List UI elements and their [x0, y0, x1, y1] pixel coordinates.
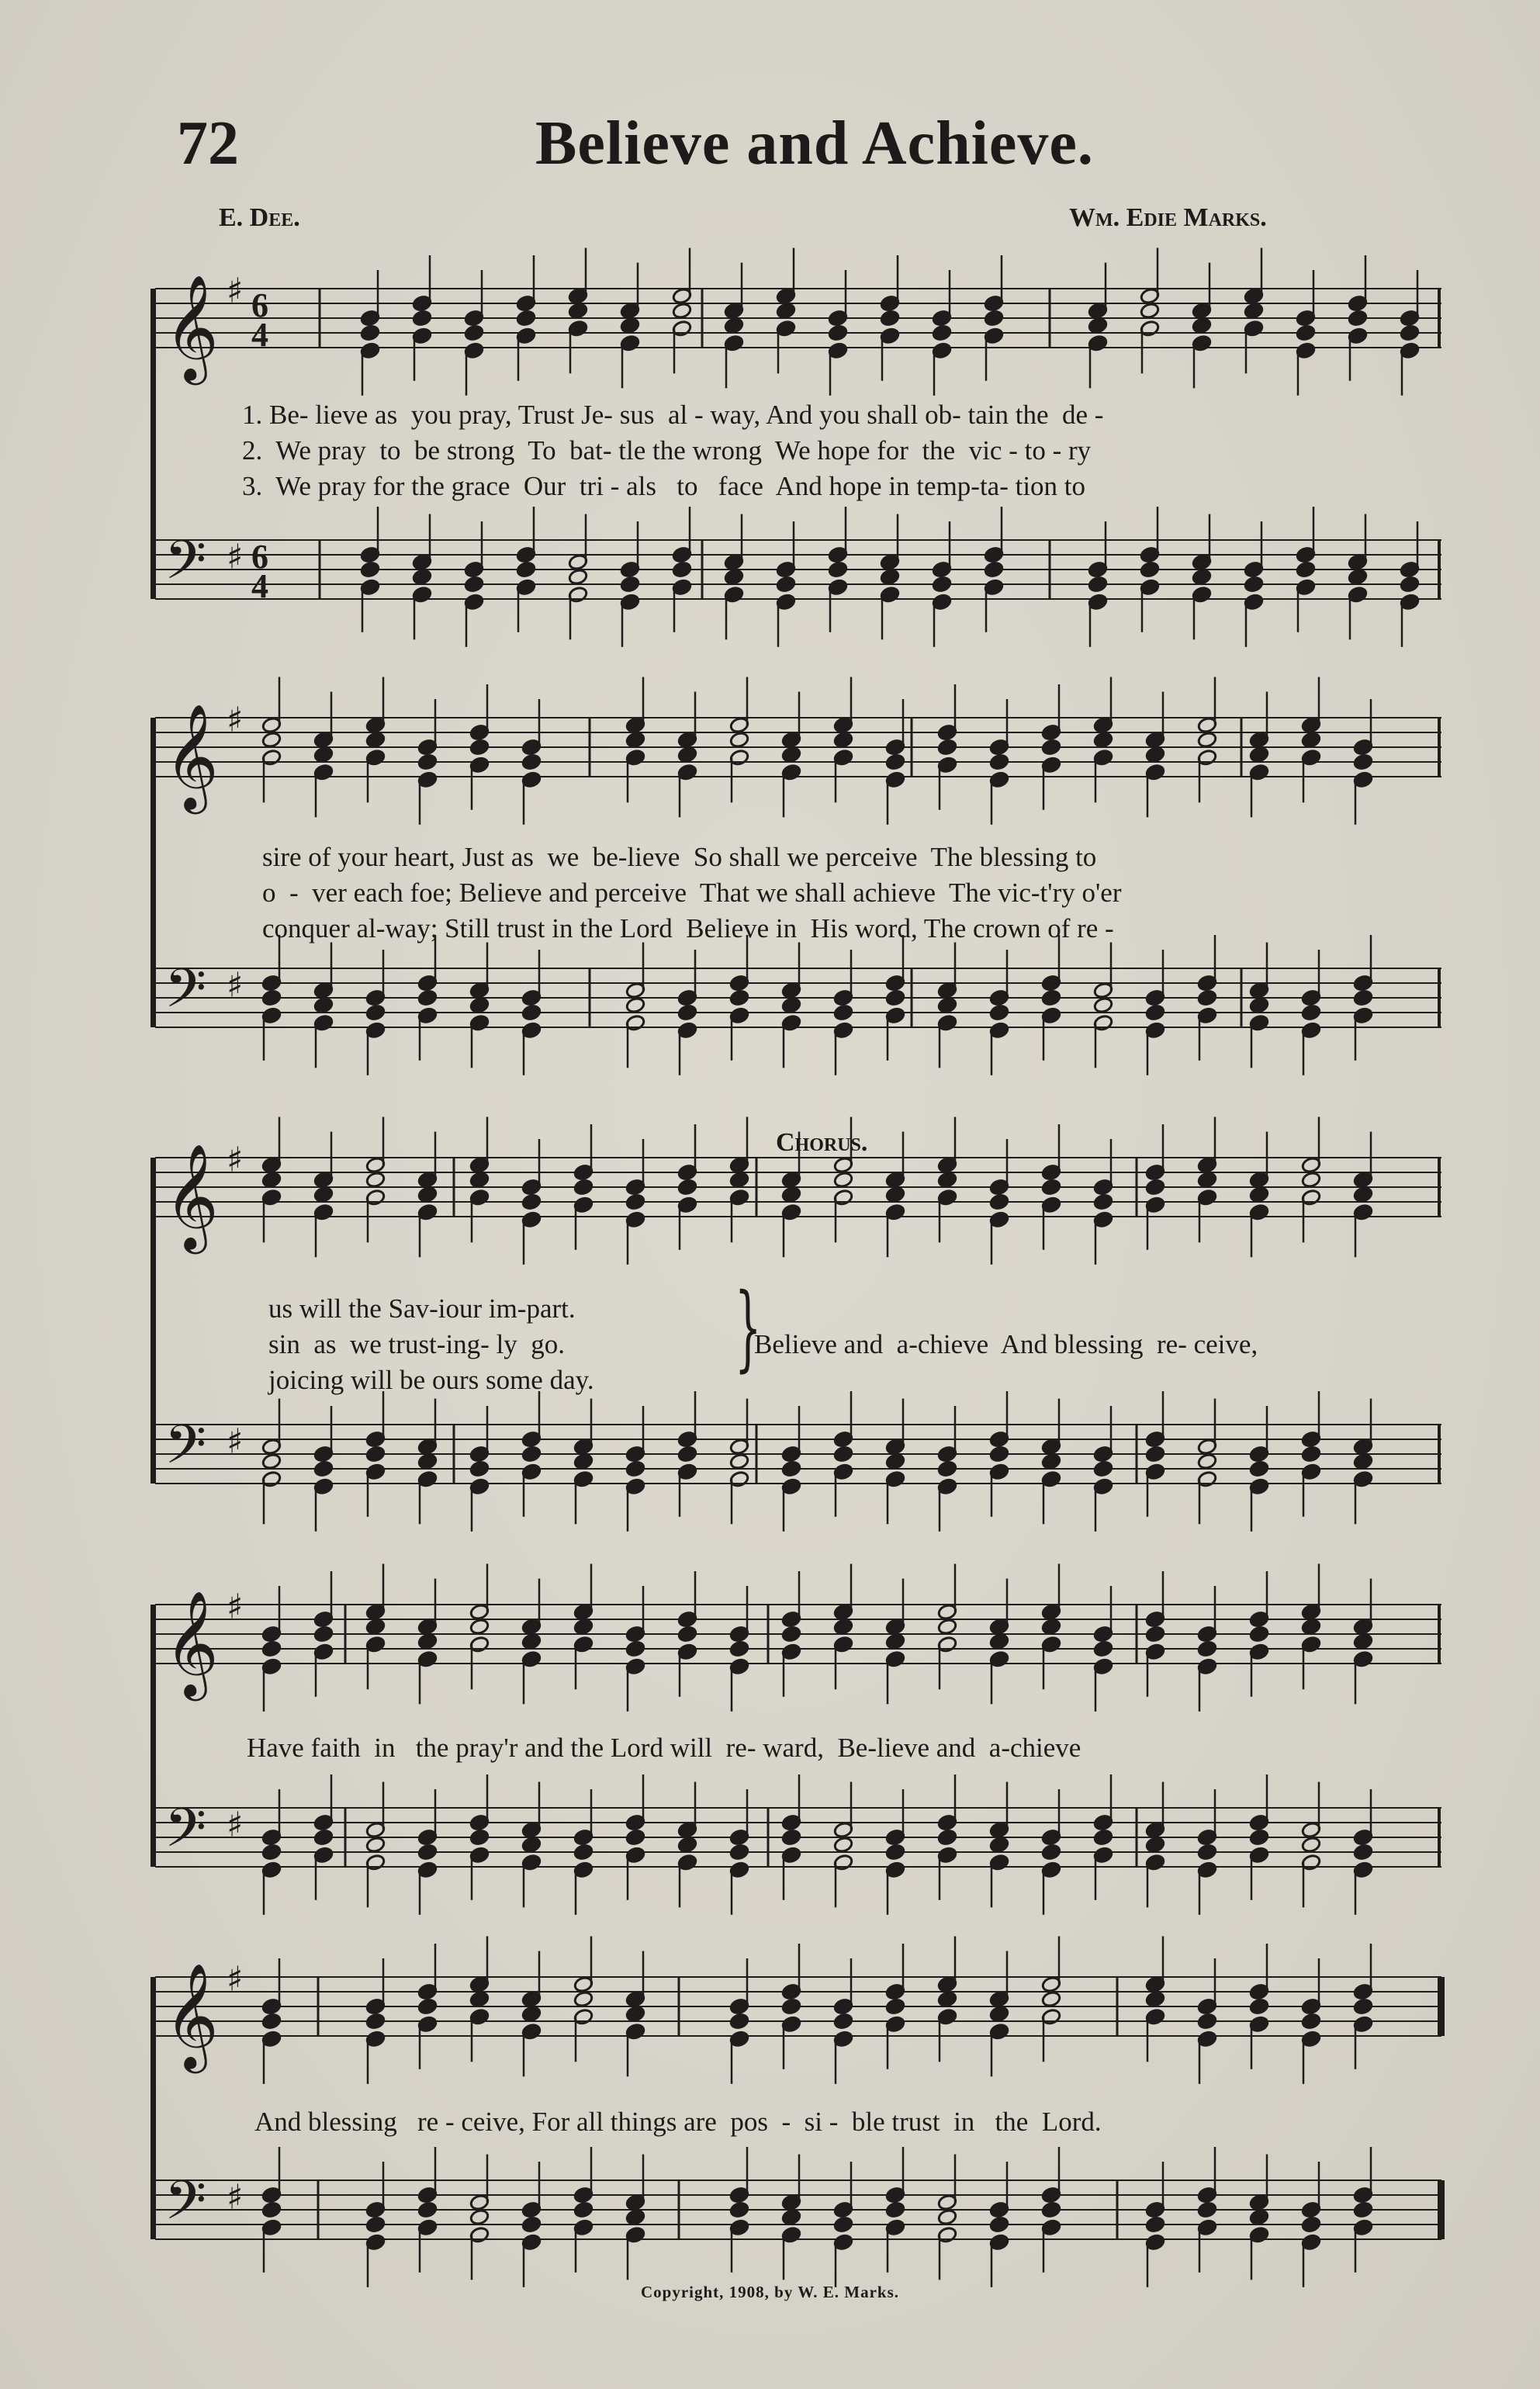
note-head — [625, 996, 645, 1014]
note-head — [1088, 576, 1108, 594]
note-head — [724, 568, 744, 586]
note-head — [729, 2201, 749, 2219]
note-head — [885, 753, 905, 771]
note-head — [521, 1632, 542, 1650]
sharp-icon: ♯ — [227, 2177, 244, 2218]
note-head — [469, 1990, 490, 2008]
note-head — [833, 1618, 853, 1636]
note-head — [521, 1004, 542, 1022]
sharp-icon: ♯ — [227, 537, 244, 577]
note-head — [417, 1998, 438, 2016]
note-head — [1197, 731, 1217, 749]
bass-clef-icon: 𝄢 — [164, 528, 207, 604]
note-head — [1041, 1990, 1061, 2008]
note-head — [729, 1171, 749, 1189]
note-head — [568, 302, 588, 320]
note-head — [833, 2216, 853, 2234]
system-bracket — [151, 1977, 156, 2239]
note-head — [625, 1460, 645, 1478]
note-head — [1296, 324, 1316, 342]
note-head — [937, 996, 957, 1014]
sharp-icon: ♯ — [227, 1959, 244, 1999]
note-head — [521, 1836, 542, 1854]
note-head — [1093, 1193, 1113, 1211]
note-head — [984, 310, 1004, 327]
note-head — [1400, 324, 1420, 342]
note-head — [417, 2201, 438, 2219]
time-signature-bottom: 4 — [251, 316, 268, 354]
note-head — [1041, 989, 1061, 1007]
note-head — [1301, 731, 1321, 749]
note-head — [724, 317, 744, 334]
note-head — [677, 1179, 697, 1196]
note-head — [833, 731, 853, 749]
note-head — [1249, 1998, 1269, 2016]
note-head — [1249, 996, 1269, 1014]
note-head — [1192, 317, 1212, 334]
note-head — [1301, 1836, 1321, 1854]
note-head — [1145, 1990, 1165, 2008]
note-head — [885, 1844, 905, 1861]
note-head — [885, 989, 905, 1007]
note-head — [781, 1626, 801, 1643]
note-head — [573, 1618, 594, 1636]
verse-line: conquer al-way; Still trust in the Lord Believe in His word, The crown of re - — [262, 913, 1114, 943]
final-bar-line — [1438, 1158, 1441, 1217]
final-bar-line — [1438, 718, 1441, 777]
note-head — [1249, 1186, 1269, 1203]
note-head — [313, 1829, 334, 1847]
treble-clef-icon: 𝄞 — [164, 1961, 219, 2069]
note-head — [1400, 576, 1420, 594]
note-head — [417, 1186, 438, 1203]
note-head — [573, 1179, 594, 1196]
final-bar-line — [1438, 540, 1441, 599]
note-head — [568, 568, 588, 586]
note-head — [781, 2208, 801, 2226]
note-head — [365, 1171, 386, 1189]
note-head — [261, 2013, 282, 2031]
note-head — [937, 1618, 957, 1636]
note-head — [1249, 2208, 1269, 2226]
note-head — [625, 1829, 645, 1847]
note-head — [1348, 310, 1368, 327]
note-head — [776, 576, 796, 594]
note-head — [573, 1844, 594, 1861]
note-head — [573, 2201, 594, 2219]
note-head — [261, 1640, 282, 1658]
note-head — [937, 1171, 957, 1189]
note-head — [1353, 1632, 1373, 1650]
bass-clef-icon: 𝄢 — [164, 2169, 207, 2245]
note-head — [937, 1990, 957, 2008]
note-head — [833, 1171, 853, 1189]
note-head — [729, 1640, 749, 1658]
lyricist-credit: E. Dee. — [219, 203, 300, 232]
note-head — [516, 561, 536, 579]
treble-clef-icon: 𝄞 — [164, 1589, 219, 1696]
note-head — [1041, 739, 1061, 757]
note-head — [620, 576, 640, 594]
note-head — [464, 576, 484, 594]
note-head — [417, 1452, 438, 1470]
final-bar-line — [1438, 289, 1441, 348]
note-head — [261, 1452, 282, 1470]
note-head — [989, 1836, 1009, 1854]
note-head — [937, 1829, 957, 1847]
note-head — [1093, 996, 1113, 1014]
note-head — [625, 2208, 645, 2226]
note-head — [1301, 1446, 1321, 1463]
final-bar-line — [1438, 968, 1441, 1027]
note-head — [417, 1844, 438, 1861]
note-head — [469, 1618, 490, 1636]
sharp-icon: ♯ — [227, 1805, 244, 1845]
note-head — [625, 2005, 645, 2023]
note-head — [516, 310, 536, 327]
note-head — [677, 1004, 697, 1022]
note-head — [360, 324, 380, 342]
note-head — [828, 561, 848, 579]
bass-clef-icon: 𝄢 — [164, 1413, 207, 1489]
refrain-line: Believe and a-chieve And blessing re- ceive, — [754, 1329, 1258, 1359]
note-head — [828, 324, 848, 342]
note-head — [1145, 2216, 1165, 2234]
verse-line: o - ver each foe; Believe and perceive That we shall achieve The vic-t'ry o'er — [262, 878, 1122, 908]
note-head — [1041, 2201, 1061, 2219]
note-head — [989, 1446, 1009, 1463]
note-head — [365, 1618, 386, 1636]
sharp-icon: ♯ — [227, 700, 244, 740]
note-head — [1348, 568, 1368, 586]
note-head — [729, 1844, 749, 1861]
note-head — [360, 561, 380, 579]
note-head — [1145, 1836, 1165, 1854]
note-head — [672, 302, 692, 320]
note-head — [885, 1998, 905, 2016]
system-bracket — [151, 1605, 156, 1867]
bass-clef-icon: 𝄢 — [164, 957, 207, 1033]
note-head — [313, 1186, 334, 1203]
time-signature-bottom: 4 — [251, 567, 268, 605]
note-head — [1041, 1844, 1061, 1861]
final-bar-line — [1438, 1977, 1445, 2036]
note-head — [469, 1829, 490, 1847]
note-head — [365, 2013, 386, 2031]
note-head — [417, 989, 438, 1007]
system-bracket — [151, 1158, 156, 1484]
note-head — [469, 2208, 490, 2226]
final-bar-line — [1438, 1808, 1441, 1867]
note-head — [781, 1186, 801, 1203]
treble-clef-icon: 𝄞 — [164, 273, 219, 380]
note-head — [1145, 746, 1165, 763]
treble-clef-icon: 𝄞 — [164, 1142, 219, 1249]
note-head — [1041, 1618, 1061, 1636]
note-head — [833, 2013, 853, 2031]
note-head — [1197, 1452, 1217, 1470]
note-head — [521, 753, 542, 771]
note-head — [1041, 1179, 1061, 1196]
note-head — [1192, 568, 1212, 586]
note-head — [1093, 1460, 1113, 1478]
note-head — [729, 1452, 749, 1470]
note-head — [1145, 1179, 1165, 1196]
note-head — [1244, 302, 1264, 320]
time-signature-top: 6 — [251, 538, 268, 576]
note-head — [937, 1460, 957, 1478]
note-head — [1093, 731, 1113, 749]
note-head — [932, 324, 952, 342]
note-head — [1145, 1446, 1165, 1463]
note-head — [365, 1836, 386, 1854]
note-head — [521, 1193, 542, 1211]
note-head — [729, 2013, 749, 2031]
note-head — [672, 561, 692, 579]
sharp-icon: ♯ — [227, 1140, 244, 1180]
final-bar-line — [1438, 1605, 1441, 1664]
note-head — [833, 1836, 853, 1854]
note-head — [885, 2201, 905, 2219]
verse-line: sin as we trust-ing- ly go. — [268, 1329, 566, 1359]
note-head — [313, 1626, 334, 1643]
note-head — [729, 731, 749, 749]
note-head — [1249, 1460, 1269, 1478]
sharp-icon: ♯ — [227, 1587, 244, 1627]
system-bracket — [151, 718, 156, 1027]
verse-brace: } — [734, 1274, 762, 1382]
note-head — [937, 2208, 957, 2226]
note-head — [625, 1193, 645, 1211]
note-head — [1197, 2013, 1217, 2031]
note-head — [885, 1632, 905, 1650]
note-head — [989, 2005, 1009, 2023]
sharp-icon: ♯ — [227, 1421, 244, 1462]
note-head — [1197, 1844, 1217, 1861]
note-head — [417, 753, 438, 771]
note-head — [1093, 1640, 1113, 1658]
note-head — [1249, 1829, 1269, 1847]
final-bar-line — [1438, 1425, 1441, 1484]
note-head — [885, 1452, 905, 1470]
system-bracket — [151, 289, 156, 599]
note-head — [1301, 1618, 1321, 1636]
note-head — [521, 1446, 542, 1463]
note-head — [412, 310, 432, 327]
note-head — [313, 996, 334, 1014]
note-head — [313, 1460, 334, 1478]
note-head — [1197, 2201, 1217, 2219]
verse-line: us will the Sav-iour im-part. — [268, 1293, 576, 1324]
verse-line: 2. We pray to be strong To bat- tle the wrong We hope for the vic - to - ry — [242, 435, 1092, 466]
note-head — [1093, 1829, 1113, 1847]
note-head — [1244, 576, 1264, 594]
refrain-line: Have faith in the pray'r and the Lord will re- ward, Be-lieve and a-chieve — [247, 1733, 1081, 1763]
note-head — [989, 2216, 1009, 2234]
note-head — [989, 1004, 1009, 1022]
sharp-icon: ♯ — [227, 271, 244, 311]
page-number: 72 — [177, 109, 239, 178]
note-head — [1249, 1626, 1269, 1643]
verse-line: 1. Be- lieve as you pray, Trust Je- sus al - way, And you shall ob- tain the de - — [242, 400, 1104, 430]
note-head — [989, 1193, 1009, 1211]
note-head — [313, 746, 334, 763]
note-head — [1140, 302, 1160, 320]
note-head — [365, 731, 386, 749]
refrain-line: And blessing re - ceive, For all things are pos - si - ble trust in the Lord. — [254, 2107, 1102, 2137]
note-head — [573, 1990, 594, 2008]
note-head — [776, 302, 796, 320]
note-head — [1249, 746, 1269, 763]
note-head — [521, 2216, 542, 2234]
note-head — [261, 1171, 282, 1189]
sharp-icon: ♯ — [227, 965, 244, 1006]
note-head — [781, 1460, 801, 1478]
note-head — [1197, 1171, 1217, 1189]
note-head — [677, 746, 697, 763]
note-head — [625, 1640, 645, 1658]
note-head — [1140, 561, 1160, 579]
final-bar-line — [1438, 2180, 1445, 2239]
note-head — [469, 1460, 490, 1478]
note-head — [261, 1844, 282, 1861]
note-head — [521, 2005, 542, 2023]
note-head — [365, 1446, 386, 1463]
note-head — [469, 739, 490, 757]
note-head — [412, 568, 432, 586]
verse-line: joicing will be ours some day. — [268, 1365, 594, 1395]
note-head — [1353, 1844, 1373, 1861]
note-head — [1301, 2216, 1321, 2234]
note-head — [1197, 1640, 1217, 1658]
note-head — [1041, 1452, 1061, 1470]
note-head — [261, 2201, 282, 2219]
note-head — [989, 1632, 1009, 1650]
note-head — [984, 561, 1004, 579]
note-head — [1197, 989, 1217, 1007]
composer-credit: Wm. Edie Marks. — [1069, 203, 1267, 232]
note-head — [1353, 1998, 1373, 2016]
bass-clef-icon: 𝄢 — [164, 1796, 207, 1872]
note-head — [573, 1452, 594, 1470]
chorus-label: Chorus. — [776, 1128, 868, 1157]
note-head — [469, 1171, 490, 1189]
note-head — [932, 576, 952, 594]
note-head — [261, 989, 282, 1007]
note-head — [1145, 1004, 1165, 1022]
note-head — [1353, 989, 1373, 1007]
note-head — [1353, 1452, 1373, 1470]
copyright-notice: Copyright, 1908, by W. E. Marks. — [640, 2283, 900, 2301]
note-head — [464, 324, 484, 342]
note-head — [677, 1626, 697, 1643]
note-head — [880, 310, 900, 327]
note-head — [261, 731, 282, 749]
note-head — [781, 746, 801, 763]
note-head — [365, 2216, 386, 2234]
note-head — [729, 989, 749, 1007]
note-head — [677, 1836, 697, 1854]
note-head — [781, 1829, 801, 1847]
time-signature-top: 6 — [251, 286, 268, 324]
hymn-title: Believe and Achieve. — [535, 109, 1094, 178]
note-head — [1353, 2201, 1373, 2219]
note-head — [1301, 1004, 1321, 1022]
note-head — [1353, 753, 1373, 771]
note-head — [417, 1632, 438, 1650]
note-head — [781, 1998, 801, 2016]
note-head — [937, 739, 957, 757]
note-head — [625, 731, 645, 749]
note-head — [620, 317, 640, 334]
treble-clef-icon: 𝄞 — [164, 702, 219, 809]
note-head — [677, 1446, 697, 1463]
note-head — [365, 1004, 386, 1022]
note-head — [833, 1004, 853, 1022]
note-head — [469, 996, 490, 1014]
note-head — [1301, 2013, 1321, 2031]
verse-line: 3. We pray for the grace Our tri - als to face And hope in temp-ta- tion to — [242, 471, 1086, 501]
verse-line: sire of your heart, Just as we be-lieve So shall we perceive The blessing to — [262, 842, 1097, 872]
note-head — [1088, 317, 1108, 334]
note-head — [781, 996, 801, 1014]
note-head — [1353, 1186, 1373, 1203]
note-head — [1301, 1171, 1321, 1189]
note-head — [833, 1446, 853, 1463]
note-head — [1296, 561, 1316, 579]
note-head — [880, 568, 900, 586]
note-head — [989, 753, 1009, 771]
note-head — [1145, 1626, 1165, 1643]
note-head — [885, 1186, 905, 1203]
